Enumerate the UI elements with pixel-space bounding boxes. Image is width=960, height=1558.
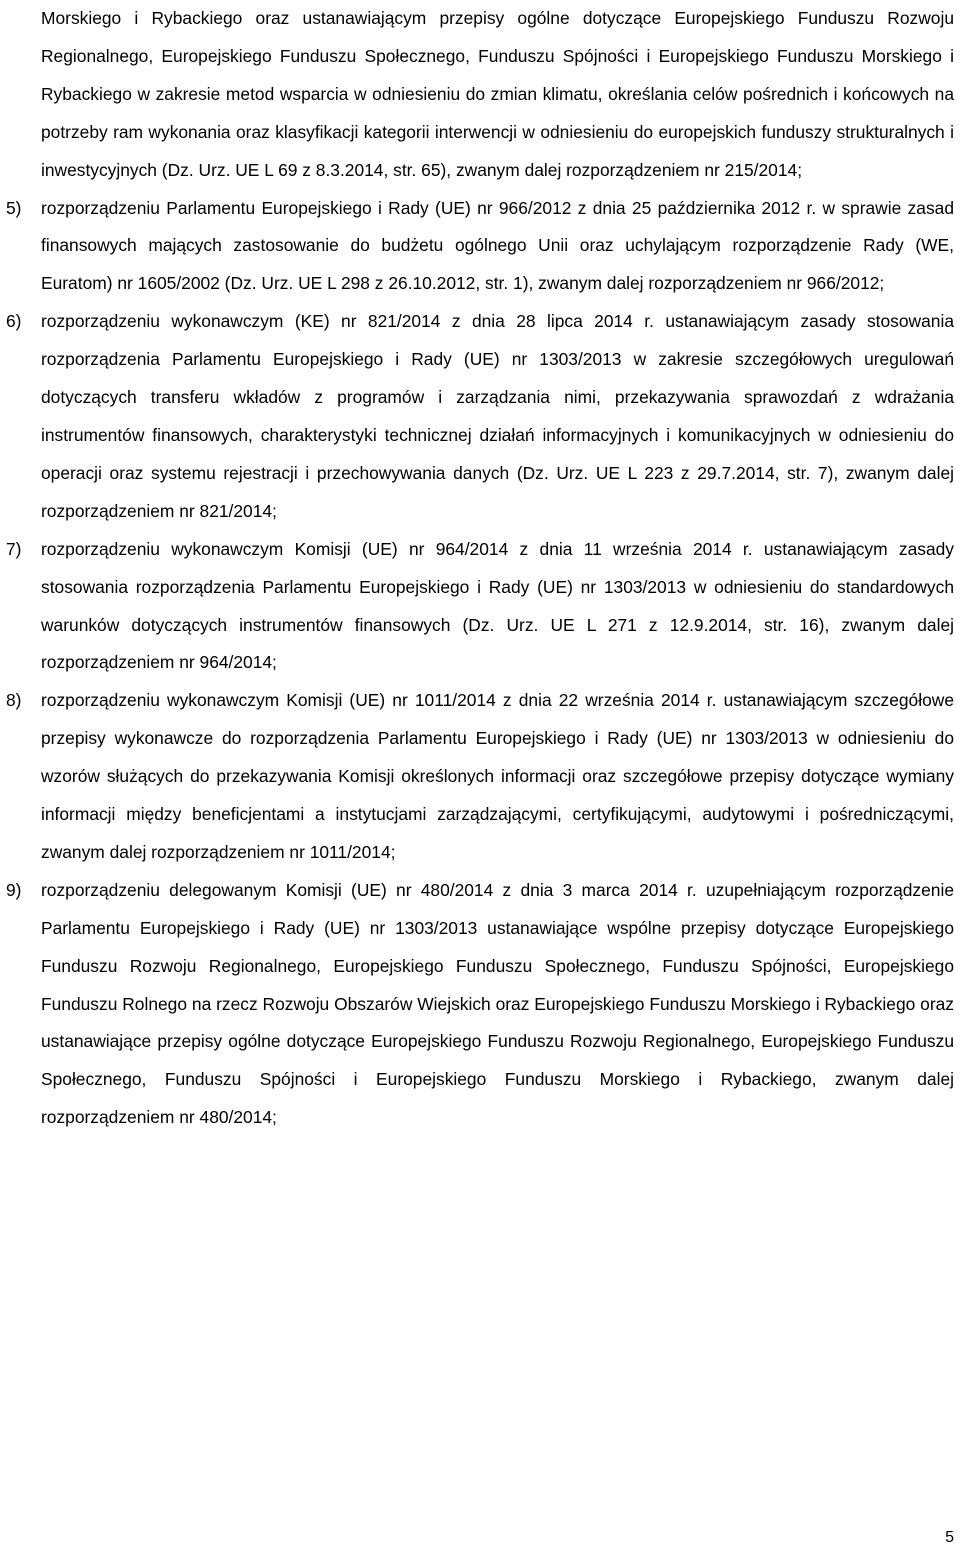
list-item-number: 5) bbox=[6, 197, 22, 218]
list-item-number: 7) bbox=[6, 538, 22, 559]
list-item-text: rozporządzeniu Parlamentu Europejskiego i Rady (UE) nr 966/2012 z dnia 25 października 2012 r. w sprawie zasad finansowych mających zastosowanie do budżetu ogólnego Unii oraz uchylającym rozporządzenie Rady (WE, Euratom) nr 1605/2002 (Dz. Urz. UE L 298 z 26.10.2012, str. 1), zwanym dalej rozporządzeniem nr 966/2012; bbox=[41, 197, 954, 294]
list-item-9 bbox=[6, 872, 954, 1137]
list-item-number: 9) bbox=[6, 879, 22, 900]
continuation-paragraph: Morskiego i Rybackiego oraz ustanawiającym przepisy ogólne dotyczące Europejskiego Funduszu Rozwoju Regionalnego, Europejskiego Funduszu Społecznego, Funduszu Spójności i Europejskiego Funduszu Morskiego i Rybackiego w zakresie metod wsparcia w odniesieniu do zmian klimatu, określania celów pośrednich i końcowych na potrzeby ram wykonania oraz klasyfikacji kategorii interwencji w odniesieniu do europejskich funduszy strukturalnych i inwestycyjnych (Dz. Urz. UE L 69 z 8.3.2014, str. 65), zwanym dalej rozporządzeniem nr 215/2014; bbox=[41, 8, 954, 180]
list-item-number: 6) bbox=[6, 311, 22, 332]
list-item-text: rozporządzeniu wykonawczym (KE) nr 821/2014 z dnia 28 lipca 2014 r. ustanawiającym zasady stosowania rozporządzenia Parlamentu Europejskiego i Rady (UE) nr 1303/2013 w zakresie szczegółowych uregulowań dotyczących transferu wkładów z programów i zarządzania nimi, przekazywania sprawozdań z wdrażania instrumentów finansowych, charakterystyki technicznej działań informacyjnych i komunikacyjnych w odniesieniu do operacji oraz systemu rejestracji i przechowywania danych (Dz. Urz. UE L 223 z 29.7.2014, str. 7), zwanym dalej rozporządzeniem nr 821/2014; bbox=[41, 311, 954, 521]
list-item-8 bbox=[6, 682, 954, 872]
document-body bbox=[6, 0, 954, 1137]
list-item-text: rozporządzeniu wykonawczym Komisji (UE) nr 1011/2014 z dnia 22 września 2014 r. ustanawiającym szczegółowe przepisy wykonawcze do rozporządzenia Parlamentu Europejskiego i Rady (UE) nr 1303/2013 w odniesieniu do wzorów służących do przekazywania Komisji określonych informacji oraz szczegółowe przepisy dotyczące wymiany informacji między beneficjentami a instytucjami zarządzającymi, certyfikującymi, audytowymi i pośredniczącymi, zwanym dalej rozporządzeniem nr 1011/2014; bbox=[41, 690, 954, 862]
list-item-7 bbox=[6, 531, 954, 683]
list-item-5 bbox=[6, 190, 954, 304]
list-item-number: 8) bbox=[6, 690, 22, 711]
list-item-text: rozporządzeniu wykonawczym Komisji (UE) nr 964/2014 z dnia 11 września 2014 r. ustanawiającym zasady stosowania rozporządzenia Parlamentu Europejskiego i Rady (UE) nr 1303/2013 w odniesieniu do standardowych warunków dotyczących instrumentów finansowych (Dz. Urz. UE L 271 z 12.9.2014, str. 16), zwanym dalej rozporządzeniem nr 964/2014; bbox=[41, 538, 954, 673]
list-item-text: rozporządzeniu delegowanym Komisji (UE) nr 480/2014 z dnia 3 marca 2014 r. uzupełniającym rozporządzenie Parlamentu Europejskiego i Rady (UE) nr 1303/2013 ustanawiające wspólne przepisy dotyczące Europejskiego Funduszu Rozwoju Regionalnego, Europejskiego Funduszu Społecznego, Funduszu Spójności, Europejskiego Funduszu Rolnego na rzecz Rozwoju Obszarów Wiejskich oraz Europejskiego Funduszu Morskiego i Rybackiego oraz ustanawiające przepisy ogólne dotyczące Europejskiego Funduszu Rozwoju Regionalnego, Europejskiego Funduszu Społecznego, Funduszu Spójności i Europejskiego Funduszu Morskiego i Rybackiego, zwanym dalej rozporządzeniem nr 480/2014; bbox=[41, 879, 954, 1128]
page-number: 5 bbox=[945, 1529, 954, 1546]
list-item-6 bbox=[6, 303, 954, 530]
